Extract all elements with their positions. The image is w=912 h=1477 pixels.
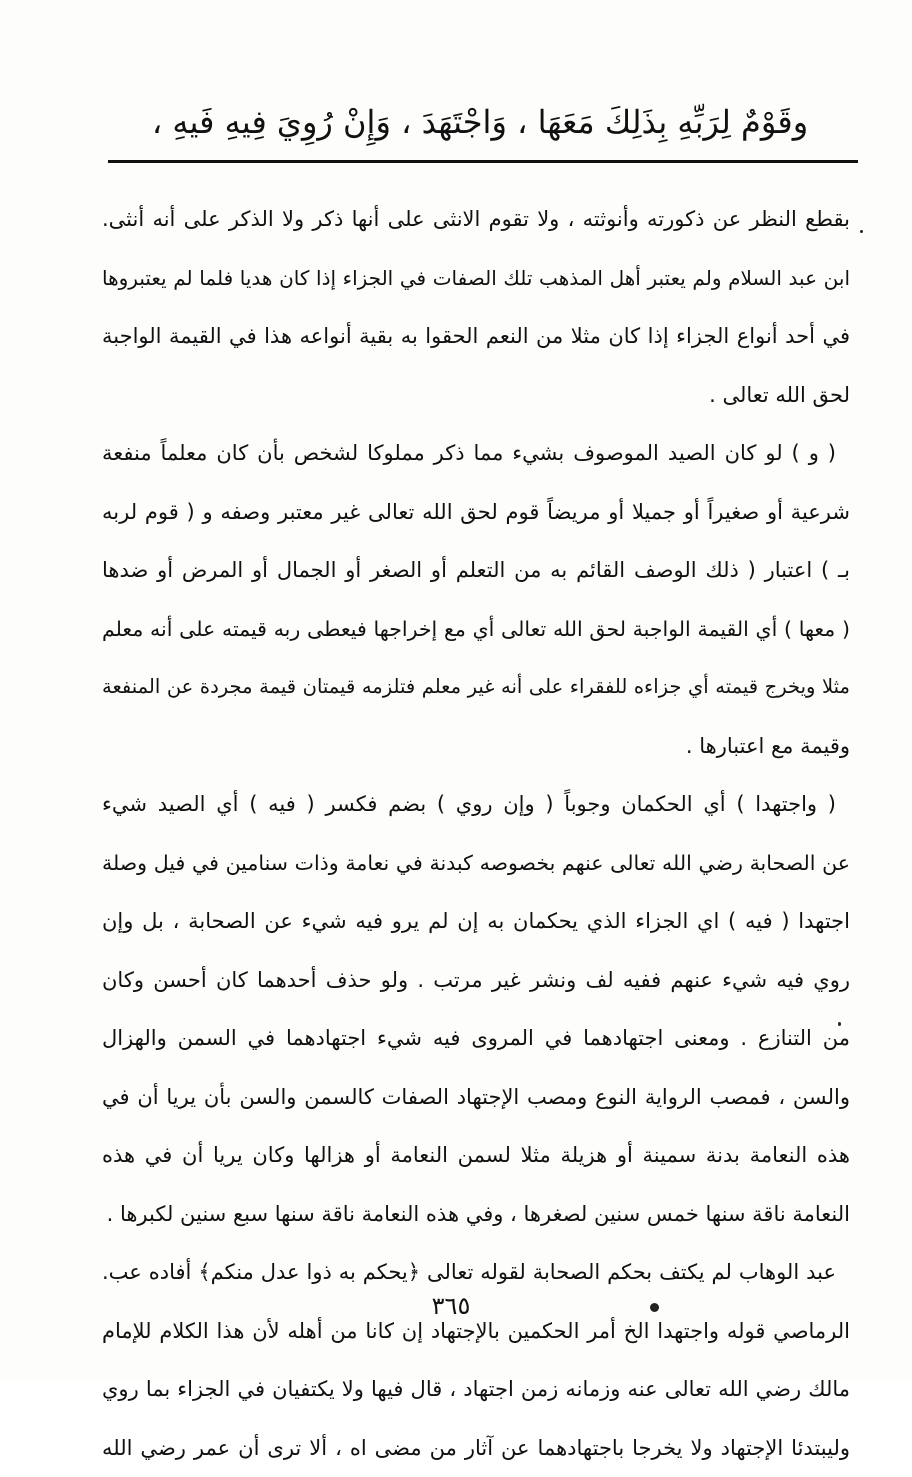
text-line: في أحد أنواع الجزاء إذا كان مثلا من النعم الحقوا به بقية أنواعه هذا في القيمة الواجبة <box>102 307 850 366</box>
text-line: من التنازع . ومعنى اجتهادهما في المروى فيه شيء اجتهادهما في السمن والهزال <box>102 1009 850 1068</box>
ink-speck <box>650 1303 659 1312</box>
text-line: هذه النعامة بدنة سمينة أو هزيلة مثلا لسمن النعامة أو هزالها وكان يريا أن في هذه <box>102 1126 850 1185</box>
text-line: بقطع النظر عن ذكورته وأنوثته ، ولا تقوم الانثى على أنها ذكر ولا الذكر على أنه أنثى. <box>102 190 850 249</box>
text-line: والسن ، فمصب الرواية النوع ومصب الإجتهاد الصفات كالسمن والسن بأن يريا أن في <box>102 1068 850 1127</box>
text-line: مثلا ويخرج قيمته أي جزاءه للفقراء على أنه غير معلم فتلزمه قيمتان قيمة مجردة عن المنفعة <box>102 658 850 717</box>
text-line: الرماصي قوله واجتهدا الخ أمر الحكمين بالإجتهاد إن كانا من أهله لأن هذا الكلام للإمام <box>102 1302 850 1361</box>
text-line: روي فيه شيء عنهم ففيه لف ونشر غير مرتب . ولو حذف أحدهما كان أحسن وكان <box>102 951 850 1010</box>
paragraph-1 <box>102 190 850 424</box>
ink-speck <box>838 1022 841 1026</box>
text-line: عبد الوهاب لم يكتف بحكم الصحابة لقوله تعالى ﴿يحكم به ذوا عدل منكم﴾ أفاده عب. <box>102 1243 850 1302</box>
page-number: ٣٦٥ <box>406 1288 496 1324</box>
ink-speck <box>860 230 863 233</box>
text-line: وليبتدئا الإجتهاد ولا يخرجا باجتهادهما عن آثار من مضى اه ، ألا ترى أن عمر رضي الله <box>102 1419 850 1477</box>
text-line: عن الصحابة رضي الله تعالى عنهم بخصوصه كبدنة في نعامة وذات سنامين في فيل وصلة <box>102 834 850 893</box>
paragraph-2 <box>102 424 850 775</box>
text-line: ( واجتهدا ) أي الحكمان وجوباً ( وإن روي ) بضم فكسر ( فيه ) أي الصيد شيء <box>102 775 850 834</box>
text-line: ابن عبد السلام ولم يعتبر أهل المذهب تلك الصفات في الجزاء إذا كان هديا فلما لم يعتبروها <box>102 249 850 308</box>
text-line: لحق الله تعالى . <box>102 366 850 425</box>
header-rule <box>108 160 858 163</box>
verse-header: وقَوْمٌ لِرَبِّهِ بِذَلِكَ مَعَهَا ، وَاجْتَهَدَ ، وَإِنْ رُوِيَ فِيهِ فَيهِ ، <box>150 92 810 152</box>
text-line: مالك رضي الله تعالى عنه وزمانه زمن اجتهاد ، قال فيها ولا يكتفيان في الجزاء بما روي <box>102 1360 850 1419</box>
text-line: ( معها ) أي القيمة الواجبة لحق الله تعالى أي مع إخراجها فيعطى ربه قيمته على أنه معلم <box>102 600 850 659</box>
text-line: النعامة ناقة سنها خمس سنين لصغرها ، وفي هذه النعامة ناقة سنها سبع سنين لكبرها . <box>102 1185 850 1244</box>
text-line: شرعية أو صغيراً أو جميلا أو مريضاً قوم لحق الله تعالى غير معتبر وصفه و ( قوم لربه <box>102 483 850 542</box>
text-line: اجتهدا ( فيه ) اي الجزاء الذي يحكمان به إن لم يرو فيه شيء عن الصحابة ، بل وإن <box>102 892 850 951</box>
text-line: ( و ) لو كان الصيد الموصوف بشيء مما ذكر مملوكا لشخص بأن كان معلماً منفعة <box>102 424 850 483</box>
commentary-body <box>102 190 850 1477</box>
text-line: بـ ) اعتبار ( ذلك الوصف القائم به من التعلم أو الصغر أو الجمال أو المرض أو ضدها <box>102 541 850 600</box>
text-line: وقيمة مع اعتبارها . <box>102 717 850 776</box>
paragraph-3 <box>102 775 850 1243</box>
paragraph-4 <box>102 1243 850 1477</box>
